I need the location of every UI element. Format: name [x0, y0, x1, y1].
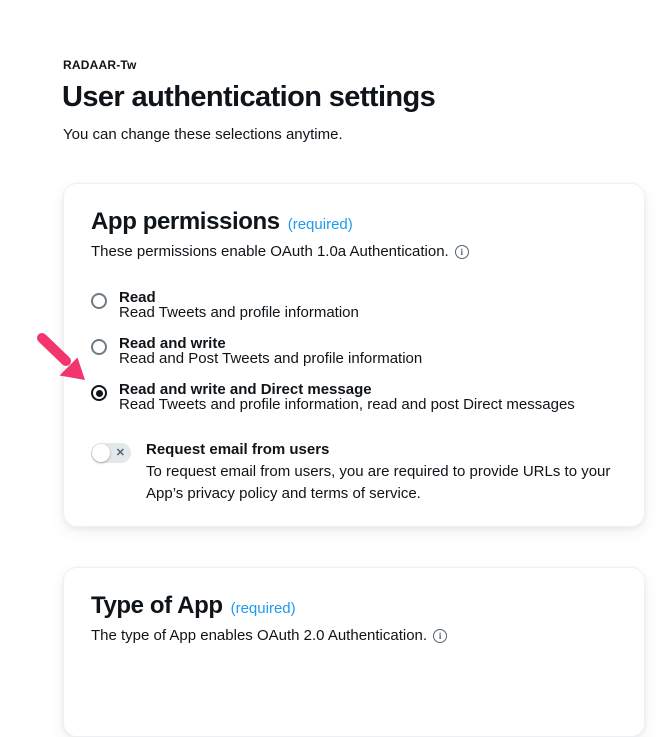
radio-option-read-write[interactable] [91, 337, 617, 366]
required-badge: (required) [287, 216, 353, 233]
radio-description: Read Tweets and profile information, read and post Direct messages [119, 396, 575, 413]
request-email-label: Request email from users [146, 441, 330, 458]
permissions-radio-group [91, 291, 617, 412]
page-title: User authentication settings [62, 81, 436, 113]
radio-description: Read and Post Tweets and profile information [119, 350, 423, 367]
type-of-app-title-row [91, 592, 617, 620]
radio-button-unselected[interactable] [91, 293, 107, 309]
type-of-app-description: The type of App enables OAuth 2.0 Authentication. [91, 627, 428, 644]
app-permissions-title: App permissions [91, 208, 280, 235]
request-email-toggle-off[interactable] [91, 443, 131, 463]
info-icon[interactable]: i [455, 245, 469, 259]
radio-label: Read and write and Direct message [119, 381, 372, 398]
app-name-label: RADAAR-Tw [63, 58, 137, 72]
app-permissions-description: These permissions enable OAuth 1.0a Authentication. [91, 243, 449, 260]
radio-label: Read and write [119, 335, 226, 352]
type-of-app-title: Type of App [91, 592, 223, 619]
info-icon[interactable]: i [433, 629, 447, 643]
request-email-description: To request email from users, you are required to provide URLs to your App’s privacy policy and terms of service. [146, 463, 611, 502]
app-permissions-title-row [91, 208, 617, 236]
toggle-knob [92, 444, 110, 462]
radio-option-read-write-dm[interactable] [91, 383, 617, 412]
type-of-app-card [63, 567, 645, 737]
app-permissions-card [63, 183, 645, 527]
required-badge: (required) [230, 600, 296, 617]
radio-option-read[interactable] [91, 291, 617, 320]
request-email-row [91, 441, 617, 505]
toggle-off-x-icon: ✕ [115, 447, 125, 459]
annotation-arrow-icon [33, 331, 93, 389]
page-subtitle: You can change these selections anytime. [63, 126, 343, 143]
app-permissions-description-row [91, 243, 617, 260]
radio-button-selected[interactable] [91, 385, 107, 401]
radio-description: Read Tweets and profile information [119, 304, 359, 321]
radio-label: Read [119, 289, 156, 306]
type-of-app-description-row [91, 627, 617, 644]
radio-button-unselected[interactable] [91, 339, 107, 355]
